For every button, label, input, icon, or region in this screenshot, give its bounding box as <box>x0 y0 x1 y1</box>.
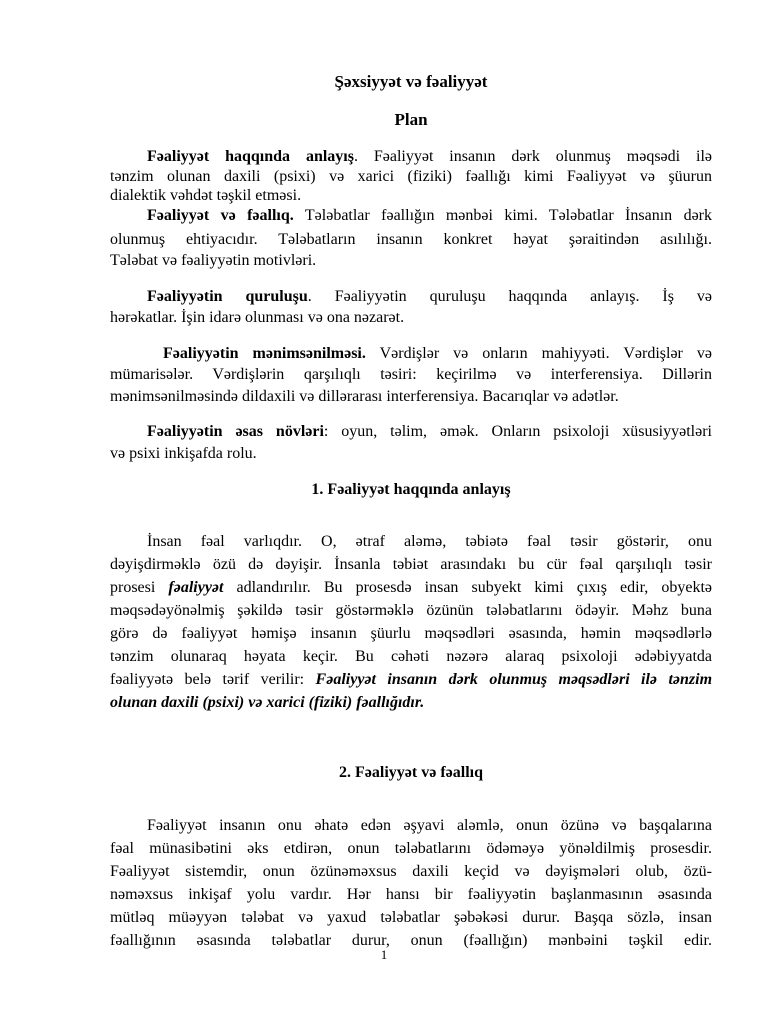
section-2-line: Fəaliyyət insanın onu əhatə edən əşyavi aləmlə, onun özünə və başqalarına <box>147 817 712 834</box>
emphasis-term: fəaliyyət <box>168 579 224 596</box>
section-2-line: mütləq müəyyən tələbat və yaxud tələbatlar şəbəkəsi durur. Başqa sözlə, insan <box>110 909 712 926</box>
plan-item-2-title: Fəaliyyət və fəallıq. <box>147 207 294 224</box>
section-1-line: İnsan fəal varlıqdır. O, ətraf aləmə, təbiətə fəal təsir göstərir, onu <box>147 533 712 550</box>
plan-text: : oyun, təlim, əmək. Onların psixoloji xüsusiyyətləri <box>323 423 712 440</box>
plan-item-5-line: və psixi inkişafda rolu. <box>110 445 257 462</box>
plan-item-1-line: tənzim olunan daxili (psixi) və xarici (fiziki) fəallığı kimi Fəaliyyət və şüurun <box>110 168 712 185</box>
section-1-line: məqsədəyönəlmiş şəkildə təsir göstərməklə özünün tələbatlarını ödəyir. Məhz buna <box>110 602 712 619</box>
section-2-line: Fəaliyyət sistemdir, onun özünəməxsus daxili keçid və dəyişmələri olub, özü- <box>110 863 712 880</box>
plan-item-4-title: Fəaliyyətin mənimsənilməsi. <box>163 345 366 362</box>
section-1-line: tənzim olunaraq həyata keçir. Bu cəhəti nəzərə alaraq psixoloji ədəbiyyatda <box>110 648 712 665</box>
plan-item-5-title: Fəaliyyətin əsas növləri <box>147 423 324 440</box>
section-2-heading: 2. Fəaliyyət və fəallıq <box>339 764 483 781</box>
plan-text: . Fəaliyyət insanın dərk olunmuş məqsədi ilə <box>353 148 712 165</box>
section-1-heading: 1. Fəaliyyət haqqında anlayış <box>311 481 511 498</box>
body-text: fəaliyyətə belə tərif verilir: <box>110 671 316 688</box>
section-1-line: dəyişdirməklə özü də dəyişir. İnsanla təbiət arasındakı bu cür fəal qarşılıqlı təsir <box>110 556 712 573</box>
plan-text: Tələbatlar fəallığın mənbəi kimi. Tələbatlar İnsanın dərk <box>293 207 712 224</box>
plan-item-3-title: Fəaliyyətin quruluşu <box>147 288 308 305</box>
plan-text: . Fəaliyyətin quruluşu haqqında anlayış. İş və <box>307 288 712 305</box>
page-title: Şəxsiyyət və fəaliyyət <box>334 72 488 91</box>
body-text: prosesi <box>110 579 169 596</box>
plan-item-4-line <box>110 342 712 365</box>
section-2-line: fəal münasibətini əks etdirən, onun tələbatlarını ödəməyə yönəldilmiş prosesdir. <box>110 840 712 857</box>
section-2-line: nəməxsus inkişaf yolu vardır. Hər hansı bir fəaliyyətin başlanmasının əsasında <box>110 886 712 903</box>
plan-item-3-line: hərəkatlar. İşin idarə olunması və ona nəzarət. <box>110 309 405 326</box>
plan-text: Vərdişlər və onların mahiyyəti. Vərdişlər və <box>365 345 713 362</box>
plan-item-2-line: Tələbat və fəaliyyətin motivləri. <box>110 252 317 269</box>
plan-item-1-line: dialektik vəhdət təşkil etməsi. <box>110 187 302 204</box>
plan-item-1-title: Fəaliyyət haqqında anlayış <box>147 148 354 165</box>
section-1-line: görə də fəaliyyət həmişə insanın şüurlu məqsədləri əsasında, həmin məqsədlərlə <box>110 625 712 642</box>
page-number: 1 <box>380 947 388 962</box>
plan-heading: Plan <box>394 110 428 129</box>
definition-text: Fəaliyyət insanın dərk olunmuş məqsədləri ilə tənzim <box>315 671 713 688</box>
plan-item-2-line: olunmuş ehtiyacıdır. Tələbatların insanın konkret həyat şəraitindən asılılığı. <box>110 231 712 248</box>
plan-item-4-line: mənimsənilməsində dildaxili və dillərarası interferensiya. Bacarıqlar və adətlər. <box>110 388 619 405</box>
plan-item-2-line <box>110 204 712 227</box>
section-1-line <box>110 691 712 714</box>
section-1-line <box>110 668 712 691</box>
section-2-line: fəallığının əsasında tələbatlar durur, onun (fəallığın) mənbəini təşkil edir. <box>110 932 712 949</box>
plan-item-5-line <box>110 420 712 443</box>
definition-text: olunan daxili (psixi) və xarici (fiziki) fəallığıdır. <box>110 694 425 711</box>
plan-item-3-line <box>110 285 712 308</box>
section-1-line <box>110 576 712 599</box>
plan-item-4-line: mümarisələr. Vərdişlərin qarşılıqlı təsiri: keçirilmə və interferensiya. Dillərin <box>110 366 712 383</box>
body-text: adlandırılır. Bu prosesdə insan subyekt kimi çıxış edir, obyektə <box>223 579 713 596</box>
